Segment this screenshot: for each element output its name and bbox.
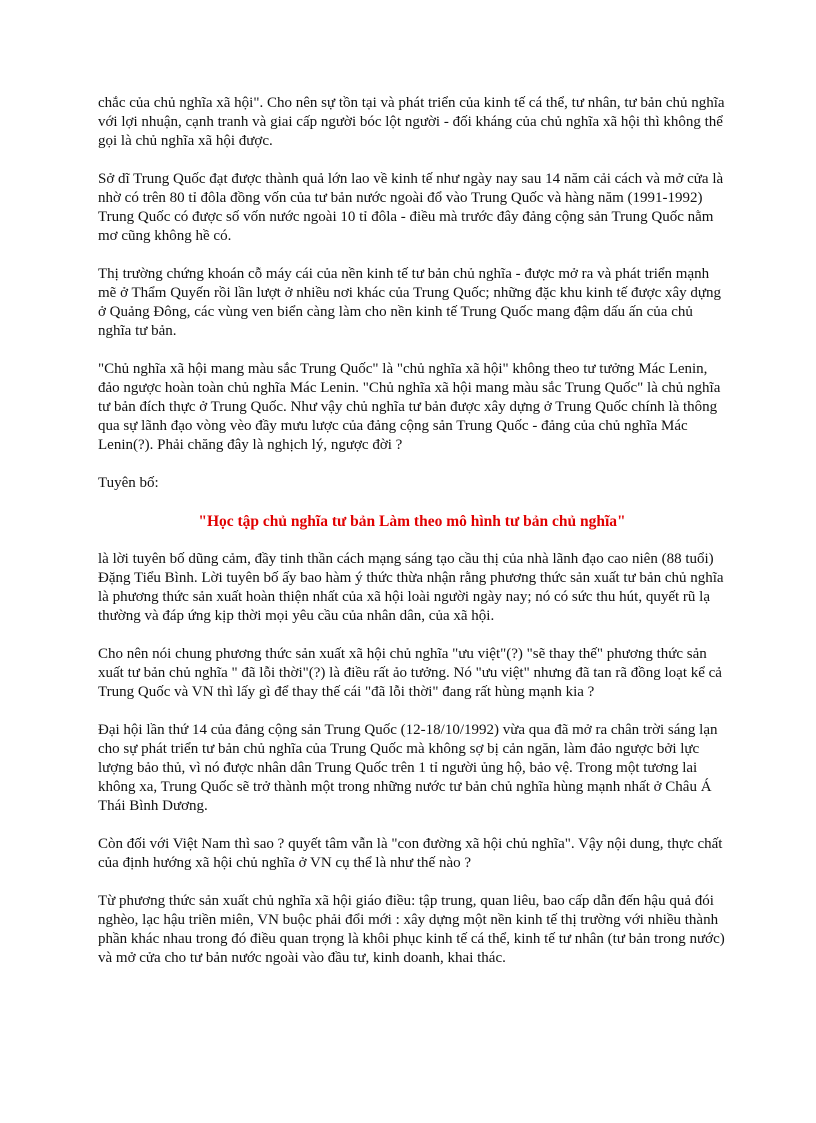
paragraph-renovation: Từ phương thức sản xuất chủ nghĩa xã hội giáo điều: tập trung, quan liêu, bao cấp dẫn đến hậu quả đói nghèo, lạc hậu triền miên, VN buộc phải đổi mới : xây dựng một nền kinh tế thị trường với nhiều thành phần khác nhau trong đó điều quan trọng là khôi phục kinh tế cá thể, kinh tế tư nhân (tư bản trong nước) và mở cửa cho tư bản nước ngoài vào đầu tư, kinh doanh, khai thác. <box>98 893 725 966</box>
paragraph-chinese-characteristics: "Chủ nghĩa xã hội mang màu sắc Trung Quốc" là "chủ nghĩa xã hội" không theo tư tưởng Mác Lenin, đảo ngược hoàn toàn chủ nghĩa Mác Lenin. "Chủ nghĩa xã hội mang màu sắc Trung Quốc" là chủ nghĩa tư bản đích thực ở Trung Quốc. Như vậy chủ nghĩa tư bản được xây dựng ở Trung Quốc chính là thông qua sự lãnh đạo vòng vèo đầy mưu lược của đảng cộng sản Trung Quốc - đảng của chủ nghĩa Mác Lenin(?). Phải chăng đây là nghịch lý, ngược đời ? <box>98 361 721 453</box>
paragraph-declaration-label: Tuyên bố: <box>98 475 159 491</box>
paragraph-illusion: Cho nên nói chung phương thức sản xuất xã hội chủ nghĩa "ưu việt"(?) "sẽ thay thế" phương thức sản xuất tư bản chủ nghĩa " đã lỗi thời"(?) là điều rất ảo tưởng. Nó "ưu việt" nhưng đã tan rã đồng loạt kể cả Trung Quốc và VN thì lấy gì để thay thế cái "đã lỗi thời" đang rất hùng mạnh kia ? <box>98 646 722 700</box>
paragraph-vietnam-question: Còn đối với Việt Nam thì sao ? quyết tâm vẫn là "con đường xã hội chủ nghĩa". Vậy nội dung, thực chất của định hướng xã hội chủ nghĩa ở VN cụ thể là như thế nào ? <box>98 836 723 871</box>
paragraph-foreign-capital: Sở dĩ Trung Quốc đạt được thành quả lớn lao về kinh tế như ngày nay sau 14 năm cải cách và mở cửa là nhờ có trên 80 tỉ đôla đồng vốn của tư bản nước ngoài đổ vào Trung Quốc và hàng năm (1991-1992) Trung Quốc có được số vốn nước ngoài 10 tỉ đôla - điều mà trước đây đảng cộng sản Trung Quốc nằm mơ cũng không hề có. <box>98 171 724 244</box>
paragraph-14th-congress: Đại hội lần thứ 14 của đảng cộng sản Trung Quốc (12-18/10/1992) vừa qua đã mở ra chân trời sáng lạn cho sự phát triển tư bản chủ nghĩa của Trung Quốc mà không sợ bị cản ngăn, làm đảo ngược bởi lực lượng bảo thủ, vì nó được nhân dân Trung Quốc trên 1 tỉ người ủng hộ, bảo vệ. Trong một tương lai không xa, Trung Quốc sẽ trở thành một trong những nước tư bản chủ nghĩa hùng mạnh nhất ở Châu Á Thái Bình Dương. <box>98 722 718 814</box>
document-page <box>98 94 726 987</box>
paragraph-socialism-definition: chắc của chủ nghĩa xã hội". Cho nên sự tồn tại và phát triển của kinh tế cá thể, tư nhân, tư bản chủ nghĩa với lợi nhuận, cạnh tranh và giai cấp người bóc lột người - đối kháng của chủ nghĩa xã hội thì không thể gọi là chủ nghĩa xã hội được. <box>98 95 725 149</box>
paragraph-deng-declaration: là lời tuyên bố dũng cảm, đầy tinh thần cách mạng sáng tạo cầu thị của nhà lãnh đạo cao niên (88 tuổi) Đặng Tiểu Bình. Lời tuyên bố ấy bao hàm ý thức thừa nhận rằng phương thức sản xuất tư bản chủ nghĩa là phương thức sản xuất hoàn thiện nhất của xã hội loài người ngày nay; nó có sức thu hút, quyết rũ lạ thường và đáp ứng kịp thời mọi yêu cầu của nhân dân, của xã hội. <box>98 551 724 624</box>
paragraph-stock-market: Thị trường chứng khoán cỗ máy cái của nền kinh tế tư bản chủ nghĩa - được mở ra và phát triển mạnh mẽ ở Thẩm Quyến rồi lần lượt ở nhiều nơi khác của Trung Quốc; những đặc khu kinh tế được xây dựng ở Quảng Đông, các vùng ven biển càng làm cho nền kinh tế Trung Quốc mang đậm dấu ấn của chủ nghĩa tư bản. <box>98 266 722 339</box>
declaration-heading: "Học tập chủ nghĩa tư bản Làm theo mô hình tư bản chủ nghĩa" <box>198 513 626 530</box>
